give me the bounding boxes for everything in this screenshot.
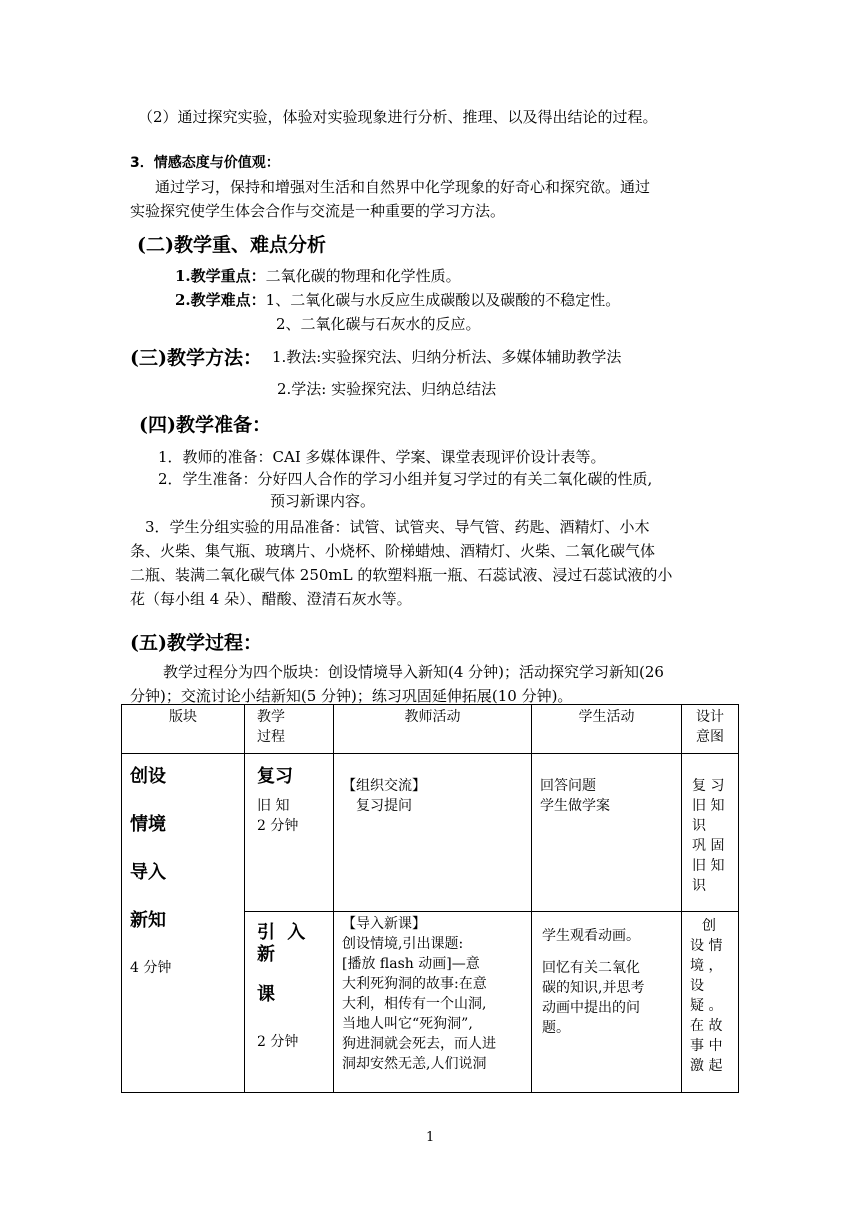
- table-header-row: [122, 705, 739, 754]
- intro-teacher-line8: 洞却安然无恙,人们说洞: [342, 1056, 487, 1072]
- method-line-2: 2.学法: 实验探究法、归纳总结法: [277, 380, 497, 398]
- prep-item-3-line2: 条、火柴、集气瓶、玻璃片、小烧杯、阶梯蜡烛、酒精灯、火柴、二氧化碳气体: [130, 542, 656, 560]
- key-point-row: [175, 265, 461, 286]
- difficulty-label: 2.教学难点：: [175, 291, 266, 309]
- prep-item-3-line3: 二瓶、装满二氧化碳气体 250mL 的软塑料瓶一瓶、石蕊试液、浸过石蕊试液的小: [130, 566, 673, 584]
- page-number: 1: [426, 1130, 435, 1145]
- intro-teacher-line7: 狗进洞就会死去，而人进: [342, 1036, 496, 1052]
- key-point-label: 1.教学重点：: [175, 267, 266, 285]
- intro-student-line4: 动画中提出的问: [542, 1000, 640, 1016]
- prep-item-1: 1．教师的准备：CAI 多媒体课件、学案、课堂表现评价设计表等。: [158, 448, 606, 466]
- difficulty-row: [175, 289, 620, 310]
- review-design-line2: 旧 知: [692, 798, 725, 814]
- header-block: 版块: [122, 705, 245, 754]
- intro-design-line3: 境 ，: [690, 958, 723, 974]
- process-intro-line2: 分钟)；交流讨论小结新知(5 分钟)；练习巩固延伸拓展(10 分钟)。: [130, 687, 573, 705]
- block-line-3: 导入: [130, 862, 166, 883]
- teaching-process-table: [121, 704, 739, 1093]
- intro-teacher-line2: 创设情境,引出课题:: [342, 936, 464, 952]
- intro-teacher-line3: [播放 flash 动画]—意: [342, 956, 480, 972]
- intro-design-line8: 激 起: [690, 1058, 723, 1074]
- section-prep-heading: (四)教学准备：: [139, 414, 271, 436]
- difficulty-text-1: 1、二氧化碳与水反应生成碳酸以及碳酸的不稳定性。: [265, 291, 621, 309]
- intro-student-line3: 碳的知识,并思考: [542, 980, 645, 996]
- review-stage-time: 2 分钟: [257, 818, 299, 834]
- review-stage-sub: 旧 知: [257, 798, 290, 814]
- header-design-line2: 意图: [696, 729, 724, 745]
- method-line-1: 1.教法:实验探究法、归纳分析法、多媒体辅助教学法: [272, 348, 622, 366]
- intro-teacher-line5: 大利，相传有一个山洞,: [342, 996, 487, 1012]
- header-process-line2: 过程: [257, 729, 285, 745]
- intro-design-line7: 事 中: [690, 1038, 723, 1054]
- intro-teacher-cell: [334, 912, 532, 1093]
- intro-design-line1: 创: [702, 918, 716, 934]
- prep-item-3-line4: 花（每小组 4 朵）、醋酸、澄清石灰水等。: [130, 590, 412, 608]
- intro-design-line6: 在 故: [690, 1018, 723, 1034]
- intro-stage-line2: 课: [257, 984, 275, 1005]
- intro-student-line5: 题。: [542, 1020, 570, 1036]
- intro-teacher-line1: 【导入新课】: [342, 916, 426, 932]
- header-student: 学生活动: [532, 705, 682, 754]
- review-teacher-cell: [334, 754, 532, 912]
- review-stage-title: 复习: [257, 766, 293, 787]
- intro-student-line2: 回忆有关二氧化: [542, 960, 640, 976]
- review-design-line5: 旧 知: [692, 858, 725, 874]
- intro-design-line5: 疑 。: [690, 998, 723, 1014]
- prep-item-2-line2: 预习新课内容。: [270, 492, 376, 510]
- section-3-para-line1: 通过学习，保持和增强对生活和自然界中化学现象的好奇心和探究欲。通过: [155, 178, 651, 196]
- intro-design-cell: [682, 912, 739, 1093]
- block-time: 4 分钟: [130, 960, 172, 976]
- header-process-line1: 教学: [257, 709, 285, 725]
- review-design-cell: [682, 754, 739, 912]
- goal-2-text: （2）通过探究实验，体验对实验现象进行分析、推理、以及得出结论的过程。: [138, 108, 658, 126]
- intro-stage-line1: 引 入 新: [257, 922, 309, 965]
- intro-student-cell: [532, 912, 682, 1093]
- block-line-1: 创设: [130, 766, 166, 787]
- review-design-line3: 识: [692, 818, 706, 834]
- difficulty-text-2: 2、二氧化碳与石灰水的反应。: [276, 315, 481, 333]
- block-line-2: 情境: [130, 814, 166, 835]
- review-design-line6: 识: [692, 878, 706, 894]
- section-3-para-line2: 实验探究使学生体会合作与交流是一种重要的学习方法。: [130, 202, 506, 220]
- intro-student-line1: 学生观看动画。: [542, 928, 640, 944]
- review-stage-cell: [245, 754, 334, 912]
- header-teacher: 教师活动: [334, 705, 532, 754]
- intro-teacher-line4: 大利死狗洞的故事:在意: [342, 976, 487, 992]
- header-design-line1: 设计: [696, 709, 724, 725]
- prep-item-3-line1: 3．学生分组实验的用品准备：试管、试管夹、导气管、药匙、酒精灯、小木: [145, 518, 650, 536]
- section-3-heading: 3．情感态度与价值观：: [130, 155, 280, 171]
- review-teacher-line2: 复习提问: [356, 798, 412, 814]
- review-student-cell: [532, 754, 682, 912]
- block-line-4: 新知: [130, 910, 166, 931]
- review-design-line1: 复 习: [692, 778, 725, 794]
- key-point-text: 二氧化碳的物理和化学性质。: [265, 267, 461, 285]
- review-student-line2: 学生做学案: [540, 798, 610, 814]
- header-design: [682, 705, 739, 754]
- intro-stage-cell: [245, 912, 334, 1093]
- review-student-line1: 回答问题: [540, 778, 596, 794]
- section-method-heading: (三)教学方法：: [130, 347, 262, 369]
- block-cell: [122, 754, 245, 1093]
- intro-teacher-line6: 当地人叫它“死狗洞”,: [342, 1016, 473, 1032]
- process-intro-line1: 教学过程分为四个版块：创设情境导入新知(4 分钟)；活动探究学习新知(26: [163, 663, 664, 681]
- review-design-line4: 巩 固: [692, 838, 725, 854]
- intro-stage-time: 2 分钟: [257, 1034, 299, 1050]
- section-process-heading: (五)教学过程：: [130, 632, 262, 654]
- prep-item-2-line1: 2．学生准备：分好四人合作的学习小组并复习学过的有关二氧化碳的性质,: [158, 470, 653, 488]
- review-teacher-line1: 【组织交流】: [342, 778, 426, 794]
- section-key-heading: (二)教学重、难点分析: [137, 234, 326, 256]
- header-process: [245, 705, 334, 754]
- intro-design-line4: 设: [690, 978, 704, 994]
- intro-design-line2: 设 情: [690, 938, 723, 954]
- table-row-review: [122, 754, 739, 912]
